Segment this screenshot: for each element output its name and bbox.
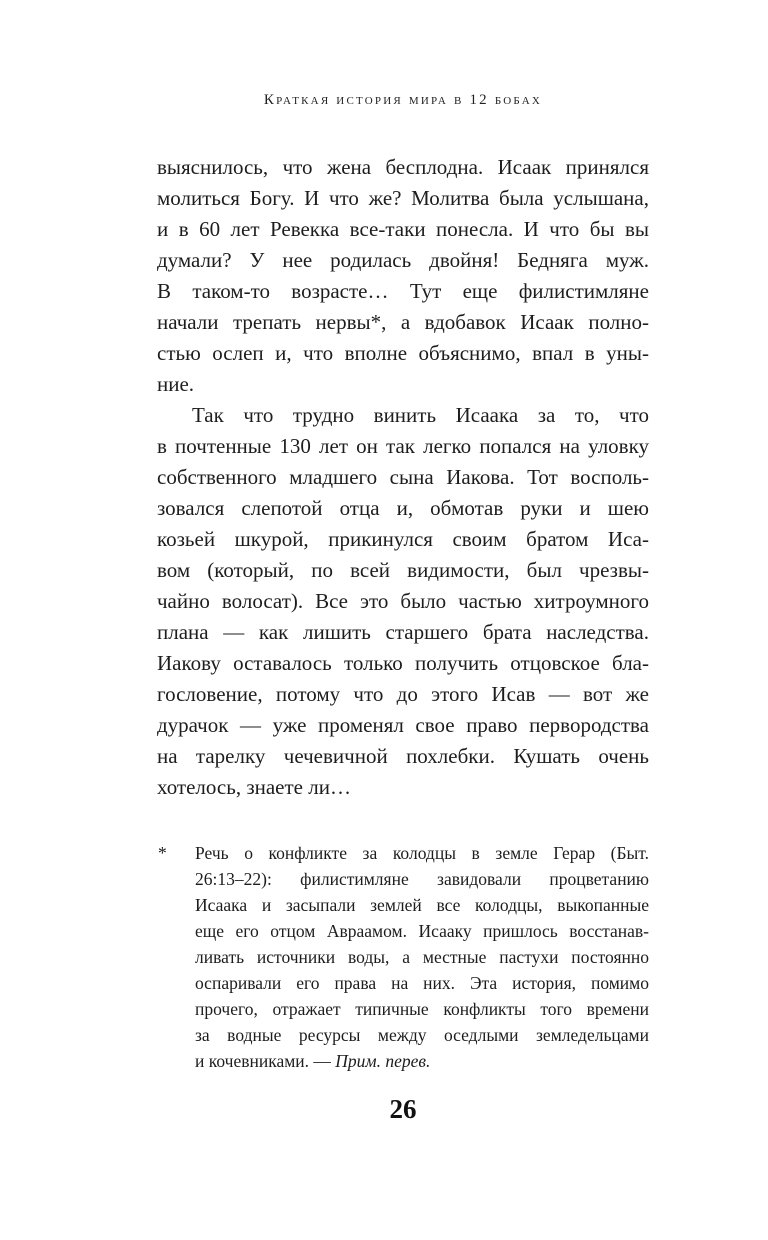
text-line: хотелось, знаете ли… — [157, 775, 351, 799]
footnote-body — [157, 840, 649, 1074]
text-line: гословение, потому что до этого Исав — вот же — [157, 682, 649, 706]
text-line: В таком-то возрасте… Тут еще филистимляне — [157, 279, 649, 303]
text-line: Так что трудно винить Исаака за то, что — [192, 403, 649, 427]
text-line: на тарелку чечевичной похлебки. Кушать очень — [157, 744, 649, 768]
paragraph — [157, 152, 649, 400]
text-line: молиться Богу. И что же? Молитва была услышана, — [157, 186, 649, 210]
footnote — [157, 840, 649, 1074]
text-line: думали? У нее родилась двойня! Бедняга муж. — [157, 248, 649, 272]
text-line: выяснилось, что жена бесплодна. Исаак принялся — [157, 155, 649, 179]
text-line: и в 60 лет Ревекка все-таки понесла. И что бы вы — [157, 217, 649, 241]
footnote-marker: * — [158, 843, 167, 863]
running-head: Краткая история мира в 12 бобах — [263, 92, 543, 108]
text-line: начали трепать нервы*, а вдобавок Исаак полно- — [157, 310, 649, 334]
text-line: собственного младшего сына Иакова. Тот восполь- — [157, 465, 649, 489]
text-line: вом (который, по всей видимости, был чрезвы- — [157, 558, 649, 582]
text-line: ние. — [157, 372, 195, 396]
text-line: стью ослеп и, что вполне объяснимо, впал в уны- — [157, 341, 649, 365]
text-line: ливать источники воды, а местные пастухи постоянно — [195, 947, 649, 967]
text-line: плана — как лишить старшего брата наследства. — [157, 620, 649, 644]
text-line: за водные ресурсы между оседлыми земледельцами — [195, 1025, 649, 1045]
text-line: прочего, отражает типичные конфликты того времени — [195, 999, 649, 1019]
text-line: чайно волосат). Все это было частью хитроумного — [157, 589, 649, 613]
translator-note-label: Прим. перев. — [335, 1051, 431, 1071]
text-line: еще его отцом Авраамом. Исааку пришлось восстанав- — [195, 921, 649, 941]
text-line: козьей шкурой, прикинулся своим братом Иса- — [157, 527, 649, 551]
text-line: дурачок — уже променял свое право первородства — [157, 713, 649, 737]
body-text — [157, 152, 649, 803]
page-number: 26 — [389, 1094, 417, 1124]
text-line: зовался слепотой отца и, обмотав руки и шею — [157, 496, 649, 520]
text-line: 26:13–22): филистимляне завидовали процветанию — [195, 869, 649, 889]
footnote-text — [195, 840, 649, 1074]
text-line: Иакову оставалось только получить отцовское бла- — [157, 651, 649, 675]
text-line: оспаривали его права на них. Эта история, помимо — [195, 973, 649, 993]
paragraph — [157, 400, 649, 803]
text-line: Исаака и засыпали землей все колодцы, выкопанные — [195, 895, 649, 915]
text-line: и кочевниками. — Прим. перев. — [195, 1051, 431, 1071]
text-line: в почтенные 130 лет он так легко попался на уловку — [157, 434, 649, 458]
text-line: Речь о конфликте за колодцы в земле Герар (Быт. — [195, 843, 649, 863]
